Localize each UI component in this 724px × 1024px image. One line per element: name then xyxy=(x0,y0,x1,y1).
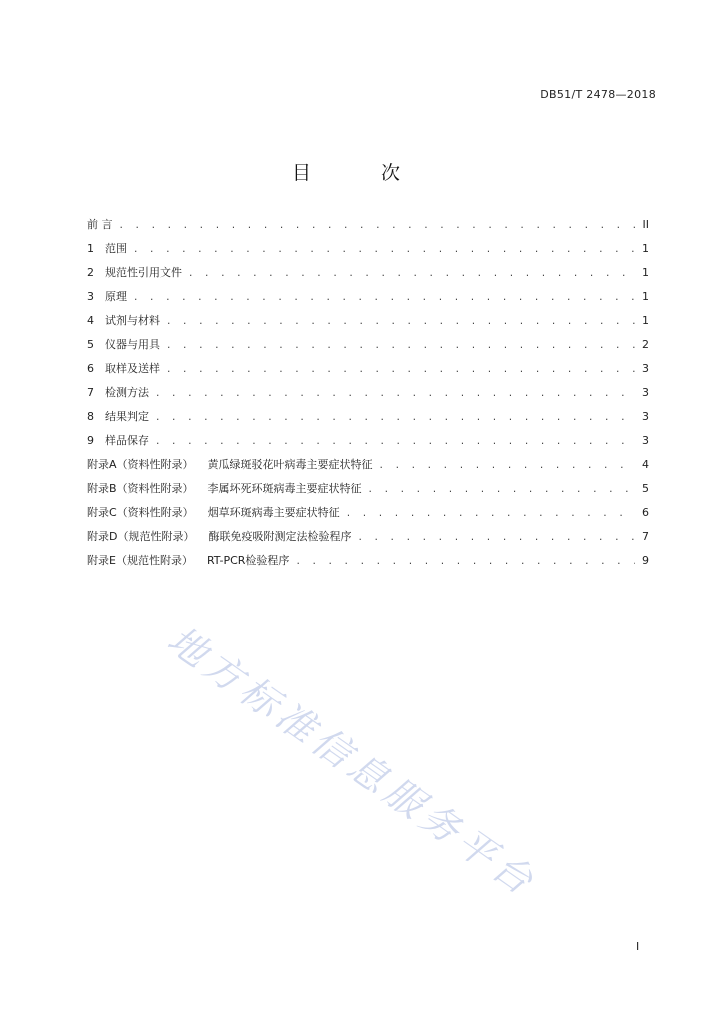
toc-entry-appendix-e[interactable] xyxy=(87,552,649,576)
toc-entry-number: 6 xyxy=(87,362,94,375)
toc-entry-storage[interactable] xyxy=(87,432,649,456)
table-of-contents xyxy=(87,216,649,576)
toc-appendix-prefix: 附录C（资料性附录） xyxy=(87,506,194,519)
toc-entry-label: 黄瓜绿斑驳花叶病毒主要症状特征 xyxy=(207,458,373,471)
toc-leader-dots xyxy=(379,461,635,471)
toc-entry-appendix-b[interactable] xyxy=(87,480,649,504)
toc-entry-reagents[interactable] xyxy=(87,312,649,336)
toc-leader-dots xyxy=(155,413,635,423)
toc-entry-foreword[interactable] xyxy=(87,216,649,240)
toc-entry-methods[interactable] xyxy=(87,384,649,408)
toc-leader-dots xyxy=(155,437,635,447)
toc-appendix-prefix: 附录D（规范性附录） xyxy=(87,530,195,543)
toc-leader-dots xyxy=(357,533,635,543)
toc-entry-scope[interactable] xyxy=(87,240,649,264)
document-code: DB51/T 2478—2018 xyxy=(540,88,656,101)
toc-appendix-prefix: 附录B（资料性附录） xyxy=(87,482,194,495)
toc-entry-label: 范围 xyxy=(105,242,127,255)
toc-entry-page: 3 xyxy=(642,362,649,375)
toc-entry-appendix-a[interactable] xyxy=(87,456,649,480)
toc-entry-label: 仪器与用具 xyxy=(105,338,160,351)
toc-entry-normative-references[interactable] xyxy=(87,264,649,288)
toc-entry-number: 1 xyxy=(87,242,94,255)
toc-entry-sampling[interactable] xyxy=(87,360,649,384)
toc-entry-page: 3 xyxy=(642,386,649,399)
toc-entry-label: RT-PCR检验程序 xyxy=(206,554,290,567)
toc-leader-dots xyxy=(346,509,635,519)
toc-appendix-prefix: 附录E（规范性附录） xyxy=(87,554,193,567)
toc-entry-page: 3 xyxy=(642,434,649,447)
toc-entry-number: 2 xyxy=(87,266,94,279)
toc-entry-label: 规范性引用文件 xyxy=(105,266,182,279)
toc-leader-dots xyxy=(119,221,636,231)
toc-leader-dots xyxy=(295,557,635,567)
toc-entry-page: II xyxy=(642,218,649,231)
toc-entry-label: 原理 xyxy=(105,290,127,303)
toc-entry-principle[interactable] xyxy=(87,288,649,312)
toc-entry-label: 结果判定 xyxy=(105,410,149,423)
toc-leader-dots xyxy=(166,365,635,375)
toc-entry-page: 7 xyxy=(642,530,649,543)
toc-entry-label: 检测方法 xyxy=(105,386,149,399)
toc-entry-label: 试剂与材料 xyxy=(105,314,160,327)
toc-entry-page: 1 xyxy=(642,266,649,279)
toc-entry-page: 4 xyxy=(642,458,649,471)
toc-entry-page: 6 xyxy=(642,506,649,519)
toc-entry-results[interactable] xyxy=(87,408,649,432)
toc-title: 目 次 xyxy=(291,162,433,184)
toc-entry-label: 烟草环斑病毒主要症状特征 xyxy=(207,506,340,519)
toc-entry-number: 9 xyxy=(87,434,94,447)
toc-entry-page: 3 xyxy=(642,410,649,423)
toc-entry-page: 1 xyxy=(642,290,649,303)
toc-entry-number: 3 xyxy=(87,290,94,303)
toc-entry-appendix-c[interactable] xyxy=(87,504,649,528)
toc-leader-dots xyxy=(166,341,635,351)
toc-entry-number: 5 xyxy=(87,338,94,351)
toc-entry-page: 1 xyxy=(642,314,649,327)
toc-entry-label: 取样及送样 xyxy=(105,362,160,375)
toc-entry-number: 7 xyxy=(87,386,94,399)
toc-leader-dots xyxy=(133,245,635,255)
toc-entry-page: 5 xyxy=(642,482,649,495)
toc-entry-label: 前 言 xyxy=(87,218,113,231)
toc-entry-page: 1 xyxy=(642,242,649,255)
toc-entry-page: 2 xyxy=(642,338,649,351)
toc-entry-label: 样品保存 xyxy=(105,434,149,447)
toc-appendix-prefix: 附录A（资料性附录） xyxy=(87,458,194,471)
toc-entry-number: 8 xyxy=(87,410,94,423)
toc-entry-number: 4 xyxy=(87,314,94,327)
toc-entry-label: 李属坏死环斑病毒主要症状特征 xyxy=(207,482,362,495)
toc-leader-dots xyxy=(166,317,635,327)
toc-entry-instruments[interactable] xyxy=(87,336,649,360)
page-number: I xyxy=(636,940,640,953)
toc-leader-dots xyxy=(155,389,635,399)
toc-leader-dots xyxy=(133,293,635,303)
watermark: 地方标准信息服务平台 xyxy=(159,617,546,906)
toc-leader-dots xyxy=(188,269,635,279)
toc-entry-appendix-d[interactable] xyxy=(87,528,649,552)
toc-leader-dots xyxy=(368,485,635,495)
toc-entry-page: 9 xyxy=(642,554,649,567)
toc-entry-label: 酶联免疫吸附测定法检验程序 xyxy=(208,530,352,543)
